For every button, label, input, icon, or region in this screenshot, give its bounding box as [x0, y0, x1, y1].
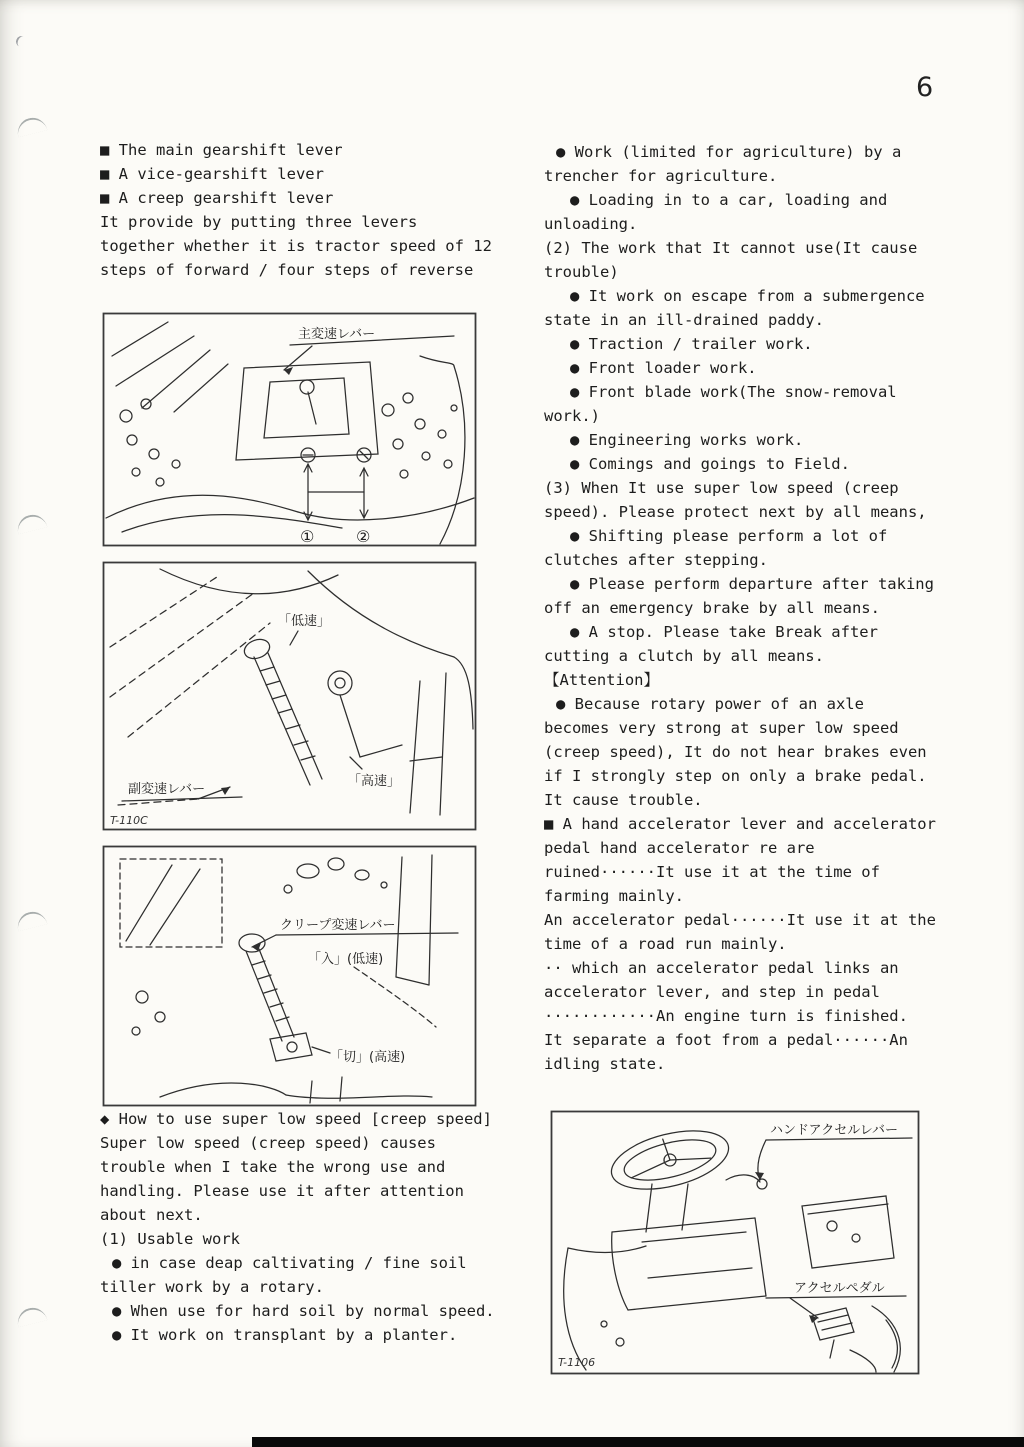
figure-vice-gearshift	[102, 561, 498, 831]
attention-heading: 【Attention】	[544, 671, 659, 689]
accel-pedal-label: アクセルペダル	[794, 1281, 885, 1296]
scan-edge-bar	[252, 1437, 1024, 1447]
vice-gearshift-label: 副変速レバー	[128, 782, 206, 797]
gearshift-paragraph: It provide by putting three levers together whether it is tractor speed of 12 steps of forward / four steps of reverse	[100, 213, 492, 279]
gearshift-item: ■ A vice-gearshift lever	[100, 165, 324, 183]
line-art	[122, 569, 473, 815]
hand-accelerator-drawing	[550, 1110, 920, 1375]
cannot-use-bullet: ● Comings and goings to Field.	[570, 455, 850, 473]
shift-position-1: ①	[300, 527, 315, 546]
protect-bullet: ● Shifting please perform a lot of clutches after stepping.	[544, 527, 888, 569]
hand-accel-lever-label: ハンドアクセルレバー	[770, 1123, 898, 1138]
scan-artifact	[15, 512, 48, 535]
gearshift-item: ■ The main gearshift lever	[100, 141, 343, 159]
scan-artifact	[15, 115, 48, 138]
creep-on-label: 「入」(低速)	[308, 952, 384, 967]
figure-creep-gearshift	[102, 845, 498, 1107]
section-2-heading: (2) The work that It cannot use(It cause trouble)	[544, 239, 918, 281]
usable-bullet: ● When use for hard soil by normal speed.	[112, 1302, 495, 1320]
figure-frame	[552, 1112, 919, 1374]
accelerator-paragraph: It separate a foot from a pedal······An idling state.	[544, 1031, 908, 1073]
dashed-lines	[120, 859, 436, 1027]
usable-bullet: ● It work on transplant by a planter.	[112, 1326, 458, 1344]
scan-artifact	[15, 909, 48, 932]
high-speed-label: 「高速」	[348, 774, 401, 789]
figure-hand-accelerator	[550, 1110, 938, 1375]
line-art	[564, 1120, 912, 1372]
work-bullet: ● Loading in to a car, loading and unloading.	[544, 191, 888, 233]
page-number: 6	[916, 72, 934, 103]
protect-bullet: ● Please perform departure after taking off an emergency brake by all means.	[544, 575, 934, 617]
label-arrowhead-icon	[221, 787, 230, 795]
cannot-use-bullet: ● It work on escape from a submergence state in an ill-drained paddy.	[544, 287, 925, 329]
left-column	[100, 138, 498, 1347]
creep-paragraph: Super low speed (creep speed) causes trouble when I take the wrong use and handling. Please use it after attention about next.	[100, 1134, 464, 1224]
scan-artifact	[14, 34, 29, 49]
creep-section-heading: ◆ How to use super low speed [creep speed]	[100, 1110, 492, 1128]
line-art	[106, 322, 474, 544]
creep-off-label: 「切」(高速)	[330, 1050, 406, 1065]
creep-lever-label: クリープ変速レバー	[280, 918, 396, 933]
cannot-use-bullet: ● Traction / trailer work.	[570, 335, 813, 353]
figure-main-gearshift	[102, 312, 498, 547]
main-gearshift-label: 主変速レバー	[298, 327, 376, 342]
dashed-lines	[110, 575, 270, 805]
main-gearshift-drawing	[102, 312, 477, 547]
figure-code: T-1106	[558, 1356, 596, 1369]
work-bullet: ● Work (limited for agriculture) by a trencher for agriculture.	[544, 143, 902, 185]
creep-gearshift-drawing	[102, 845, 477, 1107]
protect-bullet: ● A stop. Please take Break after cutting a clutch by all means.	[544, 623, 878, 665]
cannot-use-bullet: ● Front loader work.	[570, 359, 757, 377]
section-3-heading: (3) When It use super low speed (creep speed). Please protect next by all means,	[544, 479, 927, 521]
right-column	[544, 140, 938, 1375]
low-speed-label: 「低速」	[278, 614, 331, 629]
accelerator-paragraph: ·· which an accelerator pedal links an accelerator lever, and step in pedal ············An engine turn is finished.	[544, 959, 908, 1025]
cannot-use-bullet: ● Engineering works work.	[570, 431, 804, 449]
cannot-use-bullet: ● Front blade work(The snow-removal work.)	[544, 383, 897, 425]
figure-code: T-110C	[110, 814, 148, 827]
usable-bullet: ● in case deap caltivating / fine soil tiller work by a rotary.	[100, 1254, 467, 1296]
line-art	[126, 855, 458, 1103]
vice-gearshift-drawing	[102, 561, 477, 831]
attention-bullet: ● Because rotary power of an axle becomes very strong at super low speed (creep speed), It do not hear brakes even if I strongly step on only a brake pedal. It cause trouble.	[544, 695, 927, 809]
usable-work-heading: (1) Usable work	[100, 1230, 240, 1248]
accelerator-paragraph: An accelerator pedal······It use it at the time of a road run mainly.	[544, 911, 936, 953]
shift-position-2: ②	[356, 527, 371, 546]
accelerator-paragraph: ■ A hand accelerator lever and accelerator pedal hand accelerator re are ruined······It use it at the time of farming mainly.	[544, 815, 936, 905]
scan-artifact	[15, 1305, 48, 1328]
gearshift-item: ■ A creep gearshift lever	[100, 189, 334, 207]
